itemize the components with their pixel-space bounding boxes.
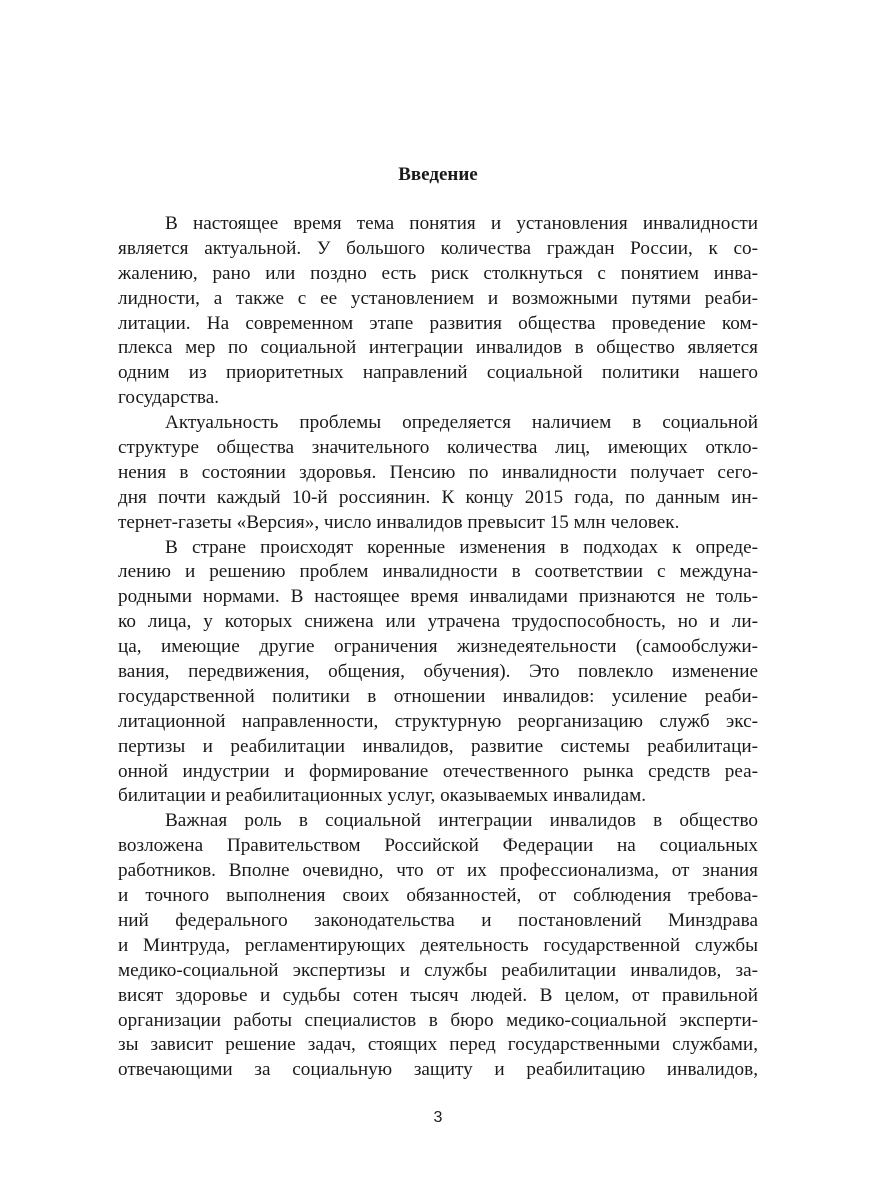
text-line: вания, передвижения, общения, обучения). Это повлекло изменение	[118, 661, 758, 683]
text-line: Актуальность проблемы определяется наличием в социальной	[165, 412, 758, 434]
text-line: отвечающими за социальную защиту и реабилитацию инвалидов,	[118, 1059, 758, 1081]
text-line: нения в состоянии здоровья. Пенсию по инвалидности получает сего-	[118, 461, 758, 483]
text-line: государственной политики в отношении инвалидов: усиление реаби-	[118, 685, 758, 707]
text-line: тернет-газеты «Версия», число инвалидов превысит 15 млн человек.	[118, 511, 680, 533]
paragraph-3	[118, 536, 758, 810]
text-line: плекса мер по социальной интеграции инвалидов в общество является	[118, 337, 758, 359]
text-line: лидности, а также с ее установлением и возможными путями реаби-	[118, 287, 758, 309]
text-line: медико-социальной экспертизы и службы реабилитации инвалидов, за-	[118, 959, 758, 981]
text-line: и Минтруда, регламентирующих деятельность государственной службы	[118, 934, 758, 956]
text-line: В стране происходят коренные изменения в подходах к опреде-	[165, 536, 758, 558]
text-line: работников. Вполне очевидно, что от их профессионализма, от знания	[118, 860, 758, 882]
text-line: ко лица, у которых снижена или утрачена трудоспособность, но и ли-	[118, 611, 758, 633]
text-line: литационной направленности, структурную реорганизацию служб экс-	[118, 710, 758, 732]
text-line: пертизы и реабилитации инвалидов, развитие системы реабилитаци-	[118, 735, 758, 757]
page-title: Введение	[398, 164, 478, 185]
text-line: одним из приоритетных направлений социальной политики нашего	[118, 362, 758, 384]
text-line: жалению, рано или поздно есть риск столкнуться с понятием инва-	[118, 262, 758, 284]
text-line: родными нормами. В настоящее время инвалидами признаются не толь-	[118, 586, 758, 608]
text-line: и точного выполнения своих обязанностей, от соблюдения требова-	[118, 885, 758, 907]
text-line: государства.	[118, 387, 220, 409]
text-line: висят здоровье и судьбы сотен тысяч людей. В целом, от правильной	[118, 984, 758, 1006]
text-line: билитации и реабилитационных услуг, оказываемых инвалидам.	[118, 785, 647, 807]
text-line: Важная роль в социальной интеграции инвалидов в общество	[165, 810, 758, 832]
text-line: лению и решению проблем инвалидности в соответствии с междуна-	[118, 561, 758, 583]
text-line: ца, имеющие другие ограничения жизнедеятельности (самообслужи-	[118, 636, 758, 658]
text-line: В настоящее время тема понятия и установления инвалидности	[165, 213, 758, 234]
text-line: организации работы специалистов в бюро медико-социальной эксперти-	[118, 1009, 758, 1031]
paragraph-2	[118, 411, 758, 535]
text-line: литации. На современном этапе развития общества проведение ком-	[118, 312, 758, 334]
text-line: зы зависит решение задач, стоящих перед государственными службами,	[118, 1034, 758, 1056]
paragraph-4	[118, 809, 758, 1083]
paragraph-1	[118, 212, 758, 411]
body-text	[118, 212, 758, 1083]
text-line: ний федерального законодательства и постановлений Минздрава	[118, 909, 758, 931]
text-line: возложена Правительством Российской Федерации на социальных	[118, 835, 758, 857]
text-line: дня почти каждый 10-й россиянин. К концу 2015 года, по данным ин-	[118, 486, 758, 508]
text-line: онной индустрии и формирование отечественного рынка средств реа-	[118, 760, 758, 782]
page-number: 3	[433, 1109, 443, 1126]
text-line: структуре общества значительного количества лиц, имеющих откло-	[118, 437, 758, 459]
text-line: является актуальной. У большого количества граждан России, к со-	[118, 237, 758, 259]
